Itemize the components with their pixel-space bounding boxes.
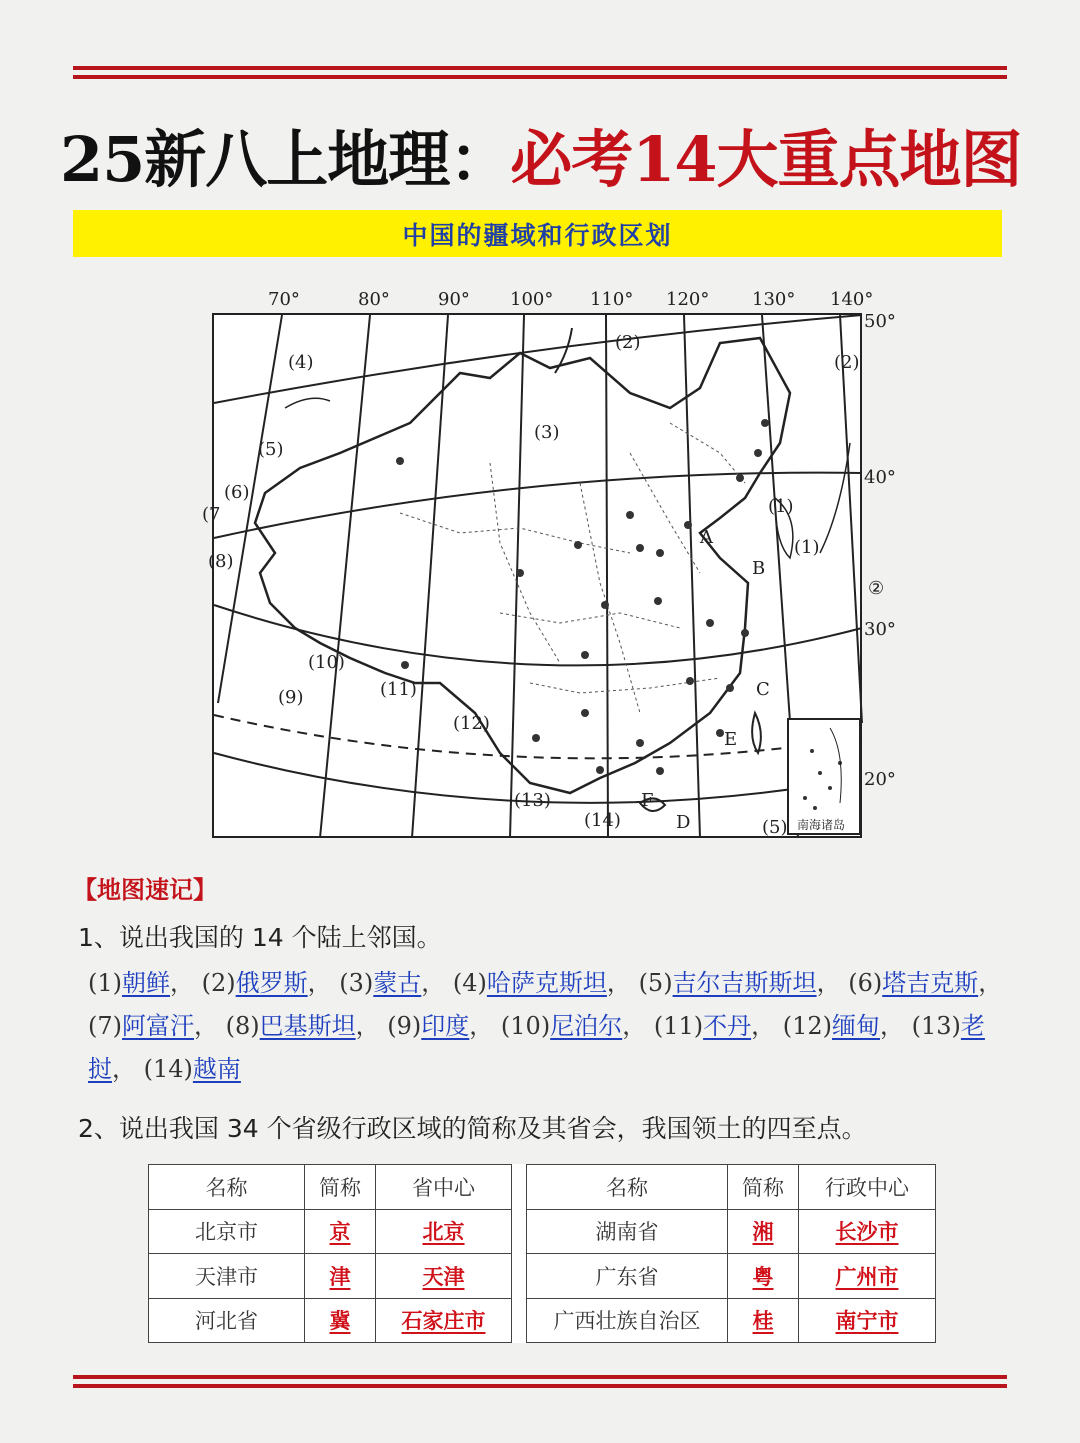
cell-capital: 长沙市: [799, 1209, 936, 1254]
cell-capital: 石家庄市: [376, 1298, 512, 1343]
lat-label: 40°: [864, 467, 896, 488]
top-rule-2: [73, 75, 1007, 79]
question-1: 1、说出我国的 14 个陆上邻国。: [78, 923, 442, 952]
answer-num: (3): [339, 969, 374, 997]
answer-num: (2): [201, 969, 236, 997]
map-label-4: (4): [288, 352, 314, 373]
banner-text: 中国的疆域和行政区划: [402, 220, 673, 250]
japan-coast: [820, 443, 850, 553]
lat-label: 20°: [864, 769, 896, 790]
china-map: [200, 283, 910, 843]
map-label-circle2: ②: [868, 578, 885, 599]
table-header: 省中心: [376, 1165, 512, 1210]
map-label-14: (14): [584, 810, 621, 831]
map-label-3: (3): [534, 422, 560, 443]
lake: [285, 398, 330, 408]
answer-name: 巴基斯坦: [259, 1012, 356, 1040]
map-label-8: (8): [208, 551, 234, 572]
table-row: [149, 1298, 936, 1343]
inset-box: [788, 719, 860, 834]
answer-name: 老挝: [88, 1012, 985, 1083]
answer-name: 尼泊尔: [550, 1012, 623, 1040]
page-title: [60, 110, 1020, 199]
cell-name: 天津市: [149, 1254, 305, 1299]
map-label-6: (6): [224, 482, 250, 503]
table-row: [149, 1254, 936, 1299]
cell-capital: 南宁市: [799, 1298, 936, 1343]
table-gap: [512, 1298, 527, 1343]
table-header: 简称: [305, 1165, 376, 1210]
map-label-2: (2): [615, 332, 641, 353]
answer-num: (5): [638, 969, 673, 997]
answer-name: 阿富汗: [122, 1012, 194, 1040]
map-label-13: (13): [514, 790, 551, 811]
answer-name: 越南: [192, 1055, 241, 1083]
answer-name: 缅甸: [832, 1012, 880, 1040]
cell-abbr: 冀: [305, 1298, 376, 1343]
answer-num: (12): [782, 1012, 832, 1040]
cell-capital: 广州市: [799, 1254, 936, 1299]
cell-abbr: 粤: [728, 1254, 799, 1299]
lon-label: 140°: [830, 289, 874, 310]
answer-num: (13): [911, 1012, 961, 1040]
lon-label: 70°: [268, 289, 300, 310]
title-part2: 必考14大重点地图: [510, 123, 1022, 196]
table-row: [149, 1209, 936, 1254]
lon-label: 130°: [752, 289, 796, 310]
question-2: 2、说出我国 34 个省级行政区域的简称及其省会，我国领土的四至点。: [78, 1114, 867, 1143]
map-label-7: (7: [202, 504, 221, 525]
answer-name: 印度: [421, 1012, 470, 1040]
map-label-2b: (2): [834, 352, 860, 373]
map-drawing: [200, 283, 910, 843]
map-label-D: D: [676, 812, 691, 833]
cell-abbr: 湘: [728, 1209, 799, 1254]
top-rule-1: [73, 66, 1007, 70]
cell-abbr: 津: [305, 1254, 376, 1299]
province-table: [148, 1164, 936, 1343]
table-gap: [512, 1209, 527, 1254]
lon-label: 110°: [590, 289, 634, 310]
map-label-E: E: [724, 729, 738, 750]
table-header-row: [149, 1165, 936, 1210]
map-label-9: (9): [278, 687, 304, 708]
cell-name: 广东省: [527, 1254, 728, 1299]
cell-abbr: 桂: [728, 1298, 799, 1343]
answer-name: 塔吉克斯: [882, 969, 979, 997]
map-label-15: (5): [762, 817, 788, 838]
cell-capital: 北京: [376, 1209, 512, 1254]
map-label-B: B: [752, 558, 766, 579]
map-label-C: C: [756, 679, 770, 700]
lon-label: 120°: [666, 289, 710, 310]
table-header: 名称: [527, 1165, 728, 1210]
answer-num: (6): [848, 969, 883, 997]
answer-num: (9): [387, 1012, 422, 1040]
answer-num: (14): [143, 1055, 193, 1083]
lat-label: 50°: [864, 311, 896, 332]
map-label-10: (10): [308, 652, 345, 673]
title-part1: 25新八上地理：: [60, 123, 511, 196]
taiwan: [752, 713, 761, 753]
map-label-A: A: [700, 527, 713, 548]
cell-name: 河北省: [149, 1298, 305, 1343]
bottom-rule-1: [73, 1375, 1007, 1379]
answer-num: (4): [452, 969, 487, 997]
answer-num: (8): [225, 1012, 260, 1040]
map-label-12: (12): [453, 713, 490, 734]
lon-label: 80°: [358, 289, 390, 310]
table-header: 行政中心: [799, 1165, 936, 1210]
map-label-11: (11): [380, 679, 417, 700]
cell-name: 广西壮族自治区: [527, 1298, 728, 1343]
answer-num: (11): [653, 1012, 704, 1040]
lon-label: 100°: [510, 289, 554, 310]
map-label-i1: (1): [794, 537, 820, 558]
cell-abbr: 京: [305, 1209, 376, 1254]
answer-name: 不丹: [703, 1012, 752, 1040]
province-lines: [400, 423, 745, 713]
map-label-F: F: [641, 790, 654, 811]
answer-name: 蒙古: [373, 969, 422, 997]
bottom-rule-2: [73, 1384, 1007, 1388]
map-label-5: (5): [258, 439, 284, 460]
answer-name: 吉尔吉斯斯坦: [672, 969, 817, 997]
cell-name: 湖南省: [527, 1209, 728, 1254]
inset-caption: 南海诸岛: [797, 818, 846, 832]
map-label-1: (1): [768, 496, 794, 517]
cell-capital: 天津: [376, 1254, 512, 1299]
table-gap: [512, 1254, 527, 1299]
answer-num: (10): [500, 1012, 551, 1040]
table-header: 名称: [149, 1165, 305, 1210]
table-header: 简称: [728, 1165, 799, 1210]
answer-num: (7): [88, 1012, 122, 1040]
lat-label: 30°: [864, 619, 896, 640]
answer-name: 哈萨克斯坦: [486, 969, 607, 997]
memo-heading: 【地图速记】: [73, 876, 217, 904]
neighbors-answer: (1)朝鲜， (2)俄罗斯， (3)蒙古， (4)哈萨克斯坦， (5)吉尔吉斯斯坦， (6)塔吉克斯， (7)阿富汗， (8)巴基斯坦， (9)印度， (10)尼泊尔， (11)不丹， (12)缅甸， (13)老挝， (14)越南: [88, 969, 1003, 1083]
answer-name: 俄罗斯: [235, 969, 308, 997]
table-gap: [512, 1165, 527, 1210]
section-banner: [73, 210, 1002, 257]
answer-name: 朝鲜: [122, 969, 170, 997]
cell-name: 北京市: [149, 1209, 305, 1254]
capital-dots: [396, 419, 769, 775]
lon-label: 90°: [438, 289, 470, 310]
answer-num: (1): [88, 969, 122, 997]
